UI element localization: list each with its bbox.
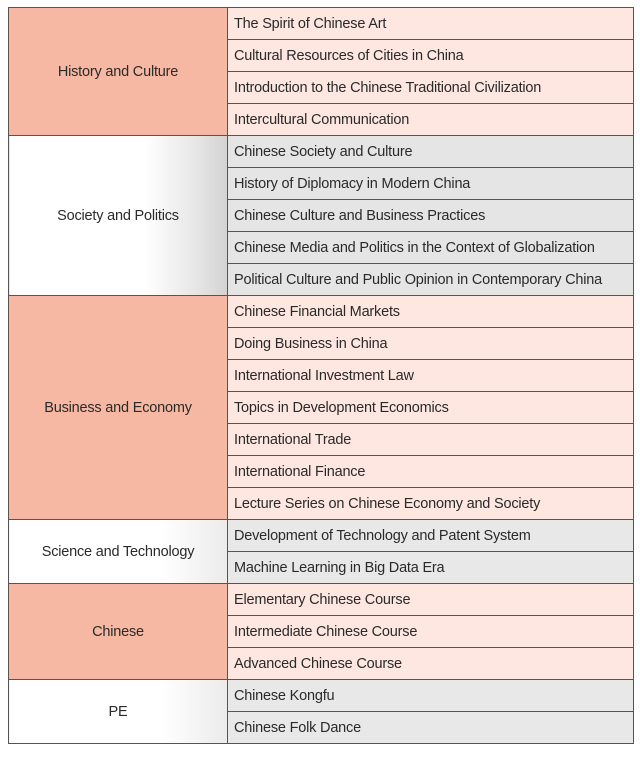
course-cell [228, 520, 634, 552]
course-cell [228, 328, 634, 360]
course-label: Political Culture and Public Opinion in Contemporary China [234, 271, 603, 288]
course-table [8, 7, 634, 744]
course-cell [228, 648, 634, 680]
table-row [9, 584, 634, 616]
course-label: Chinese Kongfu [234, 687, 335, 704]
category-label: Chinese [92, 623, 144, 640]
category-cell [9, 680, 228, 744]
course-cell [228, 424, 634, 456]
course-cell [228, 136, 634, 168]
course-cell [228, 680, 634, 712]
table-row [9, 680, 634, 712]
course-label: Chinese Folk Dance [234, 719, 361, 736]
course-label: Advanced Chinese Course [234, 655, 402, 672]
course-cell [228, 488, 634, 520]
course-label: Intermediate Chinese Course [234, 623, 418, 640]
course-cell [228, 8, 634, 40]
course-label: The Spirit of Chinese Art [234, 15, 387, 32]
course-cell [228, 264, 634, 296]
course-cell [228, 40, 634, 72]
category-cell [9, 584, 228, 680]
table-row [9, 520, 634, 552]
course-label: International Trade [234, 431, 352, 448]
course-cell [228, 200, 634, 232]
course-label: Development of Technology and Patent System [234, 527, 531, 544]
course-cell [228, 360, 634, 392]
course-label: Chinese Society and Culture [234, 143, 413, 160]
course-label: Chinese Financial Markets [234, 303, 400, 320]
course-label: International Investment Law [234, 367, 414, 384]
course-cell [228, 232, 634, 264]
course-label: Doing Business in China [234, 335, 388, 352]
category-label: PE [108, 703, 128, 720]
course-label: Chinese Media and Politics in the Context of Globalization [234, 239, 595, 256]
course-cell [228, 72, 634, 104]
course-cell [228, 168, 634, 200]
course-label: Intercultural Communication [234, 111, 410, 128]
course-label: Introduction to the Chinese Traditional Civilization [234, 79, 542, 96]
course-label: Chinese Culture and Business Practices [234, 207, 486, 224]
course-label: History of Diplomacy in Modern China [234, 175, 471, 192]
course-cell [228, 296, 634, 328]
course-cell [228, 616, 634, 648]
course-label: Machine Learning in Big Data Era [234, 559, 445, 576]
course-cell [228, 584, 634, 616]
category-cell [9, 296, 228, 520]
course-cell [228, 456, 634, 488]
category-cell [9, 520, 228, 584]
table-row [9, 8, 634, 40]
course-label: Elementary Chinese Course [234, 591, 411, 608]
table-row [9, 296, 634, 328]
category-label: History and Culture [57, 63, 179, 80]
course-cell [228, 104, 634, 136]
course-cell [228, 552, 634, 584]
course-label: Lecture Series on Chinese Economy and Society [234, 495, 541, 512]
course-cell [228, 712, 634, 744]
category-label: Business and Economy [44, 399, 192, 416]
category-cell [9, 8, 228, 136]
category-label: Society and Politics [57, 207, 179, 224]
category-cell [9, 136, 228, 296]
course-label: Cultural Resources of Cities in China [234, 47, 464, 64]
course-label: Topics in Development Economics [234, 399, 449, 416]
course-cell [228, 392, 634, 424]
course-label: International Finance [234, 463, 366, 480]
category-label: Science and Technology [41, 543, 195, 560]
table-row [9, 136, 634, 168]
